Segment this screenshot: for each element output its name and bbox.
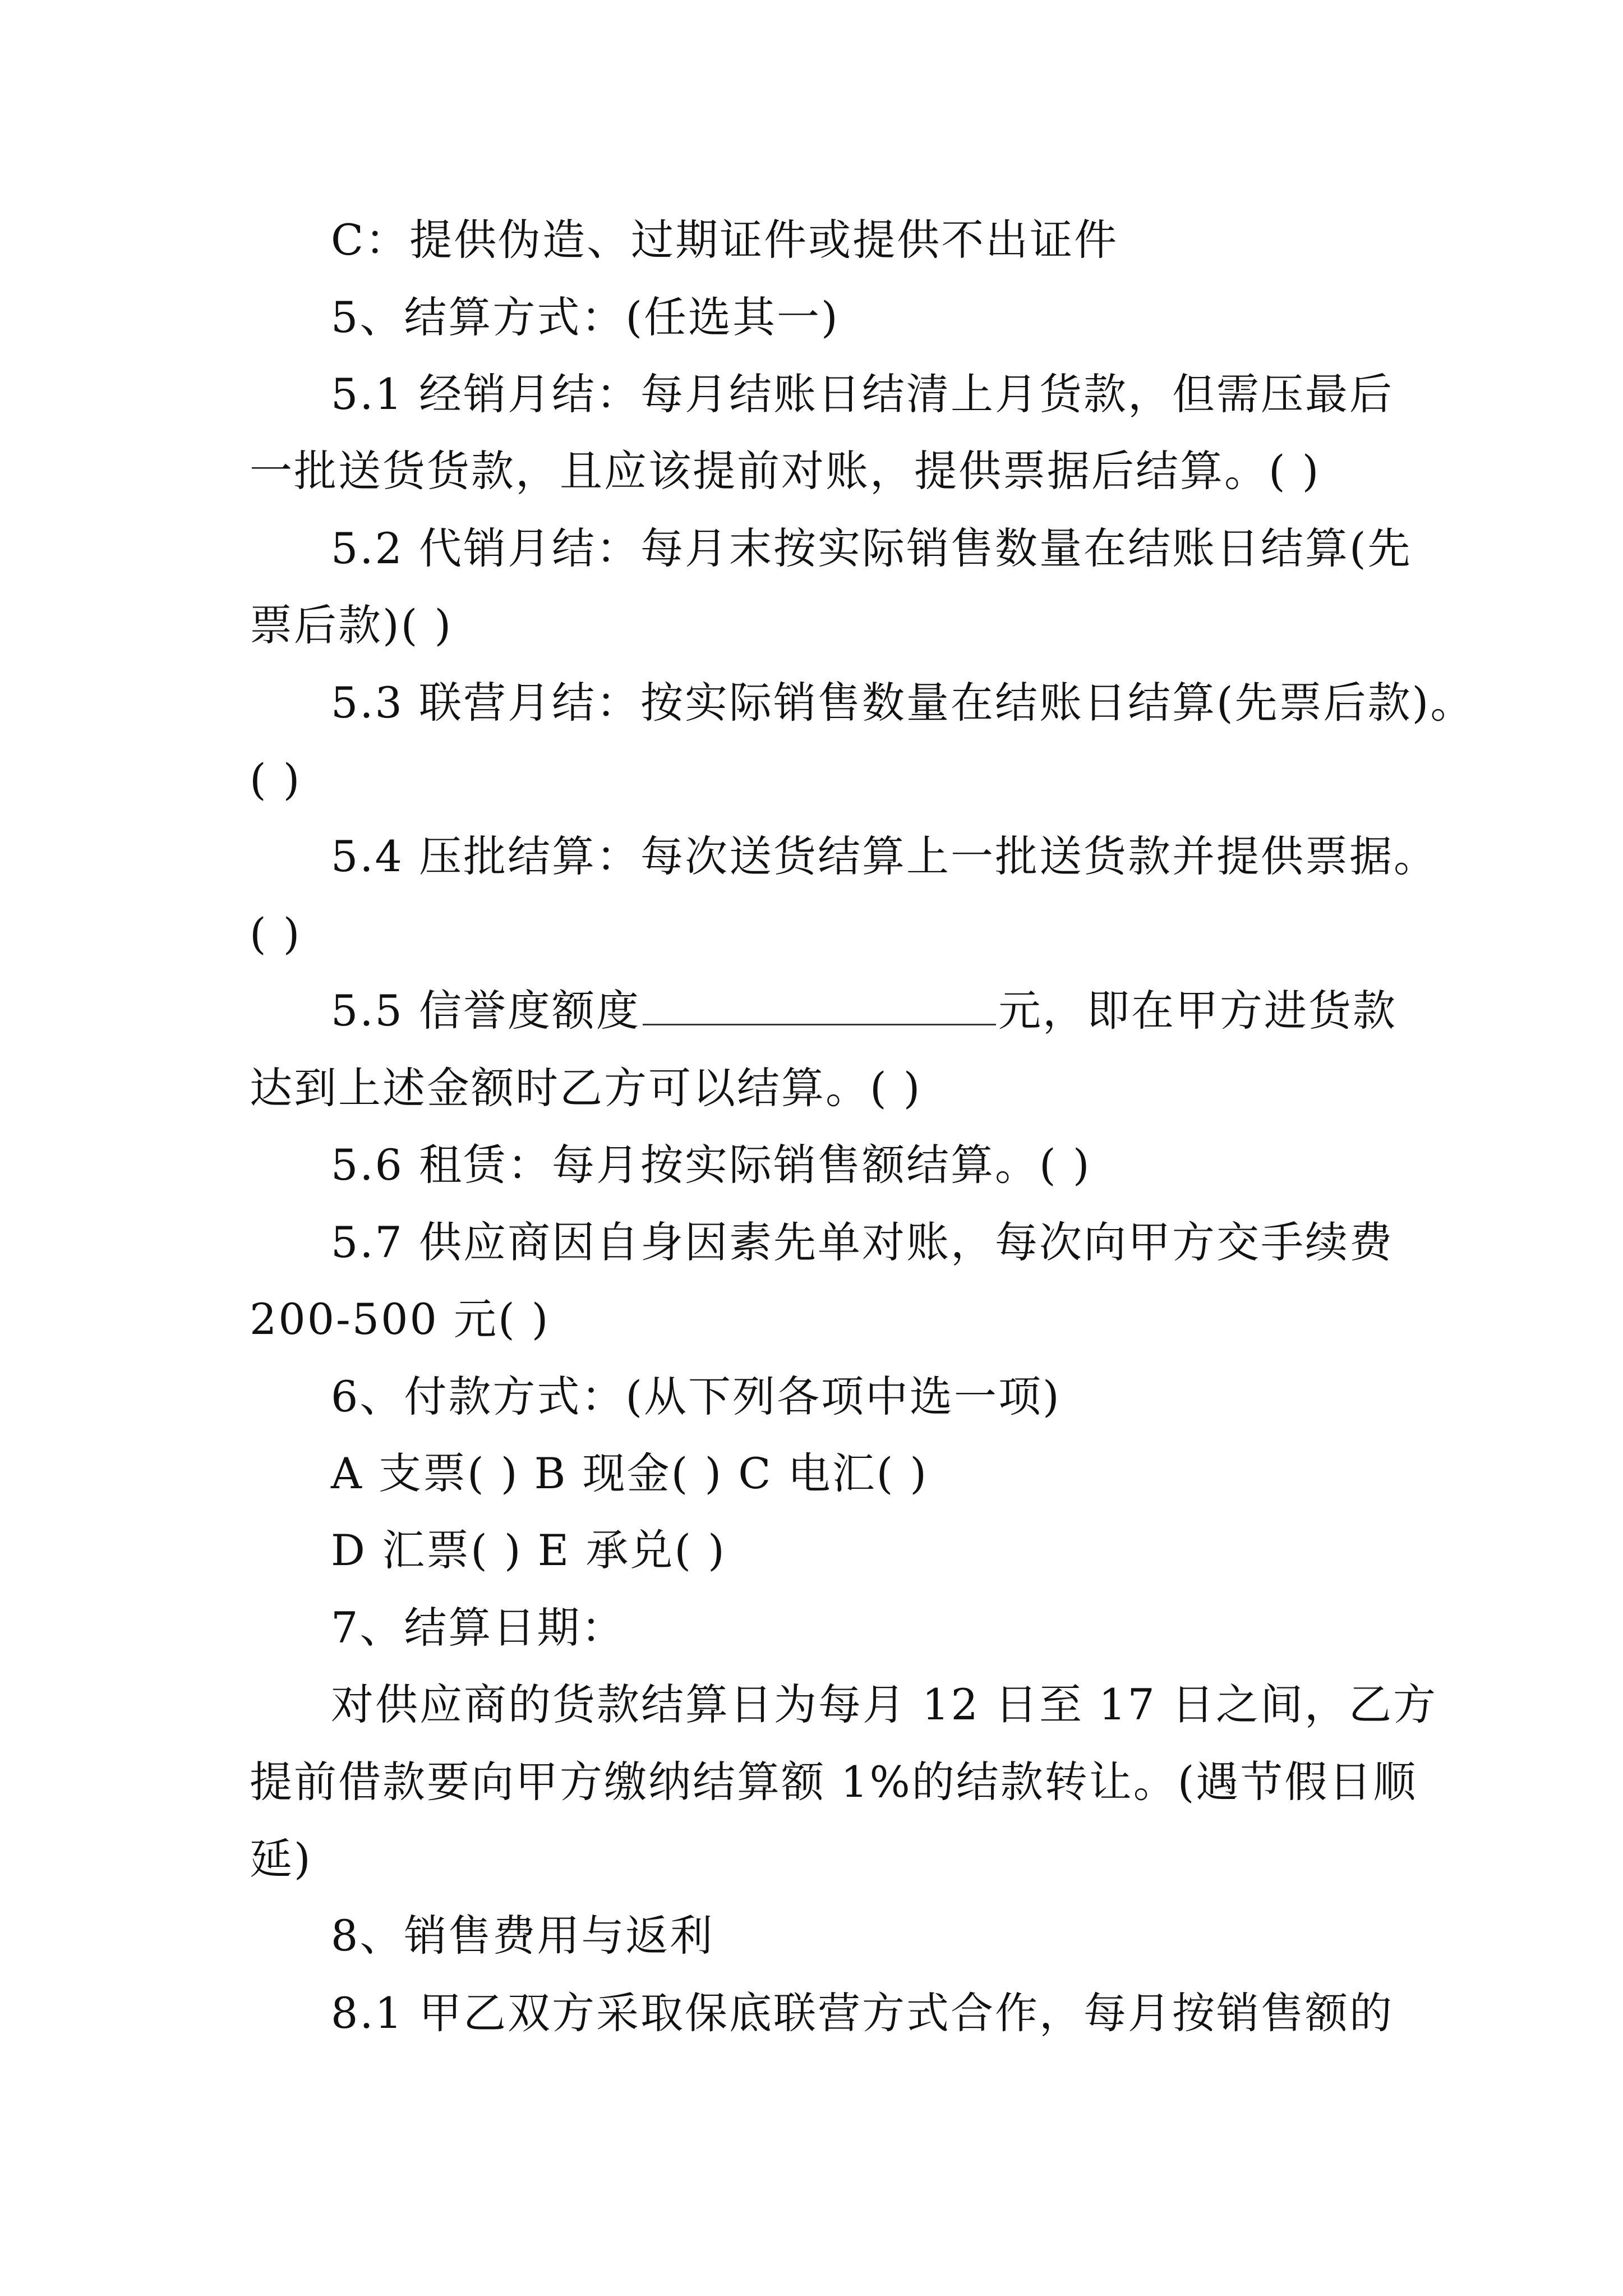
clause-5-2-line-2: 票后款)( ) <box>250 600 453 650</box>
clause-5-5-tail: 元，即在甲方进货款 <box>998 986 1398 1036</box>
clause-5-6: 5.6 租赁：每月按实际销售额结算。( ) <box>331 1140 1091 1190</box>
payment-options-line-1: A 支票( ) B 现金( ) C 电汇( ) <box>331 1448 929 1498</box>
credit-amount-blank <box>643 990 996 1025</box>
clause-5-1-line-2: 一批送货货款，且应该提前对账，提供票据后结算。( ) <box>250 446 1321 496</box>
section-8-heading: 8、销售费用与返利 <box>331 1911 714 1961</box>
clause-5-3-line-2: ( ) <box>250 754 302 804</box>
clause-5-5-line-1 <box>331 983 1397 1039</box>
section-7-para-line-1: 对供应商的货款结算日为每月 12 日至 17 日之间，乙方 <box>331 1680 1438 1729</box>
clause-5-4-line-2: ( ) <box>250 909 302 959</box>
clause-c-item: C：提供伪造、过期证件或提供不出证件 <box>331 215 1119 265</box>
clause-8-1-line-1: 8.1 甲乙双方采取保底联营方式合作，每月按销售额的 <box>331 1988 1394 2038</box>
clause-5-3-line-1: 5.3 联营月结：按实际销售数量在结账日结算(先票后款)。 <box>331 678 1475 728</box>
clause-5-5-label: 5.5 信誉度额度 <box>331 986 641 1036</box>
clause-5-7-line-2: 200-500 元( ) <box>250 1294 550 1344</box>
section-5-heading: 5、结算方式：(任选其一) <box>331 292 840 342</box>
section-6-heading: 6、付款方式：(从下列各项中选一项) <box>331 1372 1061 1421</box>
section-7-heading: 7、结算日期： <box>331 1603 626 1653</box>
payment-options-line-2: D 汇票( ) E 承兑( ) <box>331 1525 726 1575</box>
section-7-para-line-2: 提前借款要向甲方缴纳结算额 1%的结款转让。(遇节假日顺 <box>250 1757 1418 1807</box>
section-7-para-line-3: 延) <box>250 1834 312 1884</box>
clause-5-4-line-1: 5.4 压批结算：每次送货结算上一批送货款并提供票据。 <box>331 831 1438 881</box>
clause-5-2-line-1: 5.2 代销月结：每月末按实际销售数量在结账日结算(先 <box>331 523 1412 573</box>
clause-5-1-line-1: 5.1 经销月结：每月结账日结清上月货款，但需压最后 <box>331 369 1394 419</box>
clause-5-5-line-2: 达到上述金额时乙方可以结算。( ) <box>250 1063 922 1113</box>
clause-5-7-line-1: 5.7 供应商因自身因素先单对账，每次向甲方交手续费 <box>331 1217 1394 1267</box>
